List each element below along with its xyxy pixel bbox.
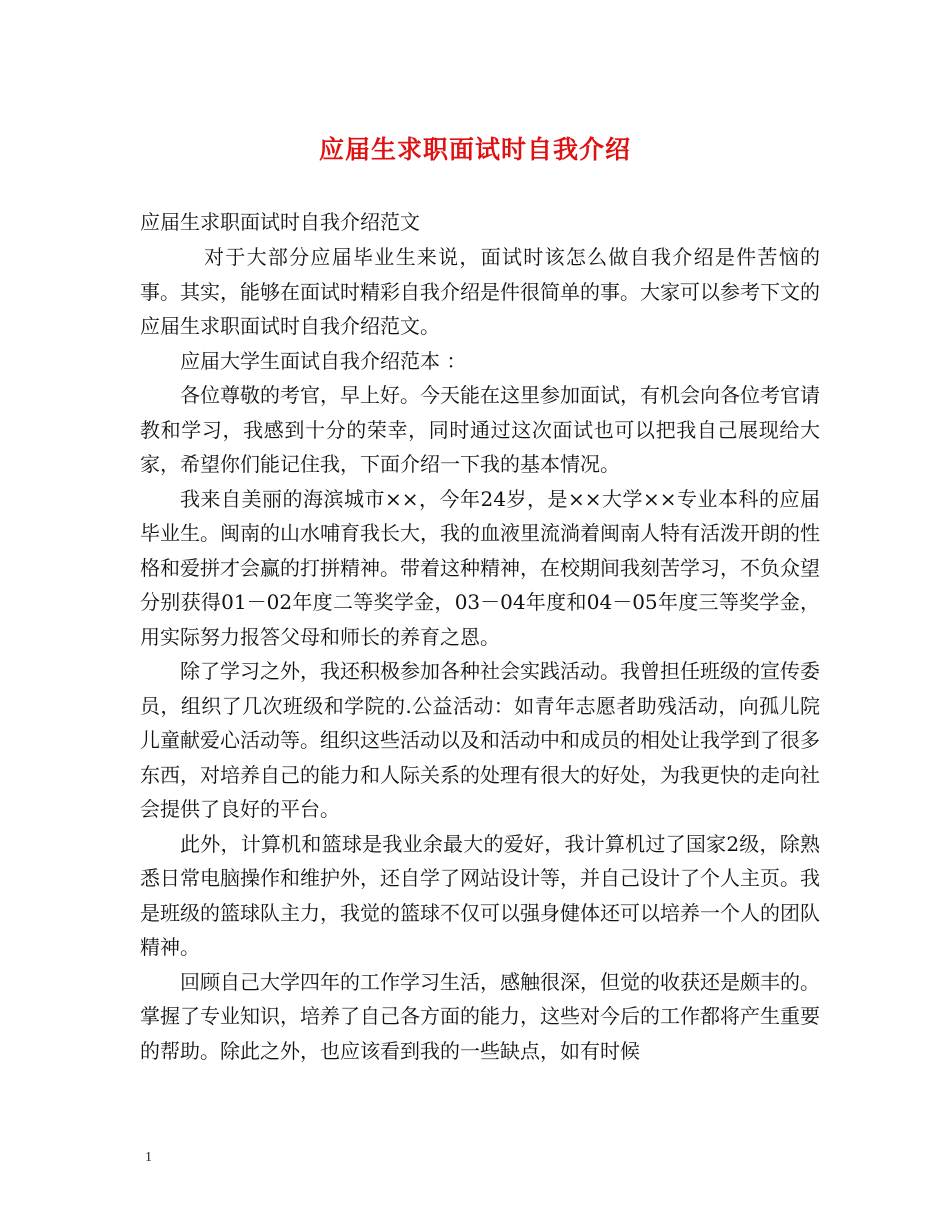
- paragraph-review: 回顾自己大学四年的工作学习生活，感触很深，但觉的收获还是颇丰的。掌握了专业知识，培养了自己各方面的能力，这些对今后的工作都将产生重要的帮助。除此之外，也应该看到我的一些缺点，如有时候: [140, 969, 820, 1063]
- document-subtitle: 应届生求职面试时自我介绍范文: [140, 210, 420, 234]
- page-number: 1: [145, 1150, 152, 1165]
- paragraph-greeting: 各位尊敬的考官，早上好。今天能在这里参加面试，有机会向各位考官请教和学习，我感到十分的荣幸，同时通过这次面试也可以把我自己展现给大家，希望你们能记住我，下面介绍一下我的基本情况。: [140, 383, 820, 476]
- paragraph-heading: 应届大学生面试自我介绍范本 ：: [180, 348, 467, 373]
- paragraph-background: 我来自美丽的海滨城市××，今年24岁，是××大学××专业本科的应届毕业生。闽南的山水哺育我长大，我的血液里流淌着闽南人特有活泼开朗的性格和爱拼才会赢的打拼精神。带着这种精神，在校期间我刻苦学习，不负众望分别获得01－02年度二等奖学金，03－04年度和04－05年度三等奖学金，用实际努力报答父母和师长的养育之恩。: [140, 486, 820, 649]
- paragraph-activities: 除了学习之外，我还积极参加各种社会实践活动。我曾担任班级的宣传委员，组织了几次班级和学院的.公益活动：如青年志愿者助残活动，向孤儿院儿童献爱心活动等。组织这些活动以及和活动中和成员的相处让我学到了很多东西，对培养自己的能力和人际关系的处理有很大的好处，为我更快的走向社会提供了良好的平台。: [140, 659, 820, 821]
- document-title: 应届生求职面试时自我介绍: [318, 135, 631, 164]
- paragraph-hobbies: 此外，计算机和篮球是我业余最大的爱好，我计算机过了国家2级，除熟悉日常电脑操作和维护外，还自学了网站设计等，并自己设计了个人主页。我是班级的篮球队主力，我觉的篮球不仅可以强身健体还可以培养一个人的团队精神。: [140, 831, 820, 959]
- paragraph-intro: 对于大部分应届毕业生来说，面试时该怎么做自我介绍是件苦恼的事。其实，能够在面试时精彩自我介绍是件很简单的事。大家可以参考下文的应届生求职面试时自我介绍范文。: [140, 245, 820, 338]
- document-body: [140, 240, 820, 1068]
